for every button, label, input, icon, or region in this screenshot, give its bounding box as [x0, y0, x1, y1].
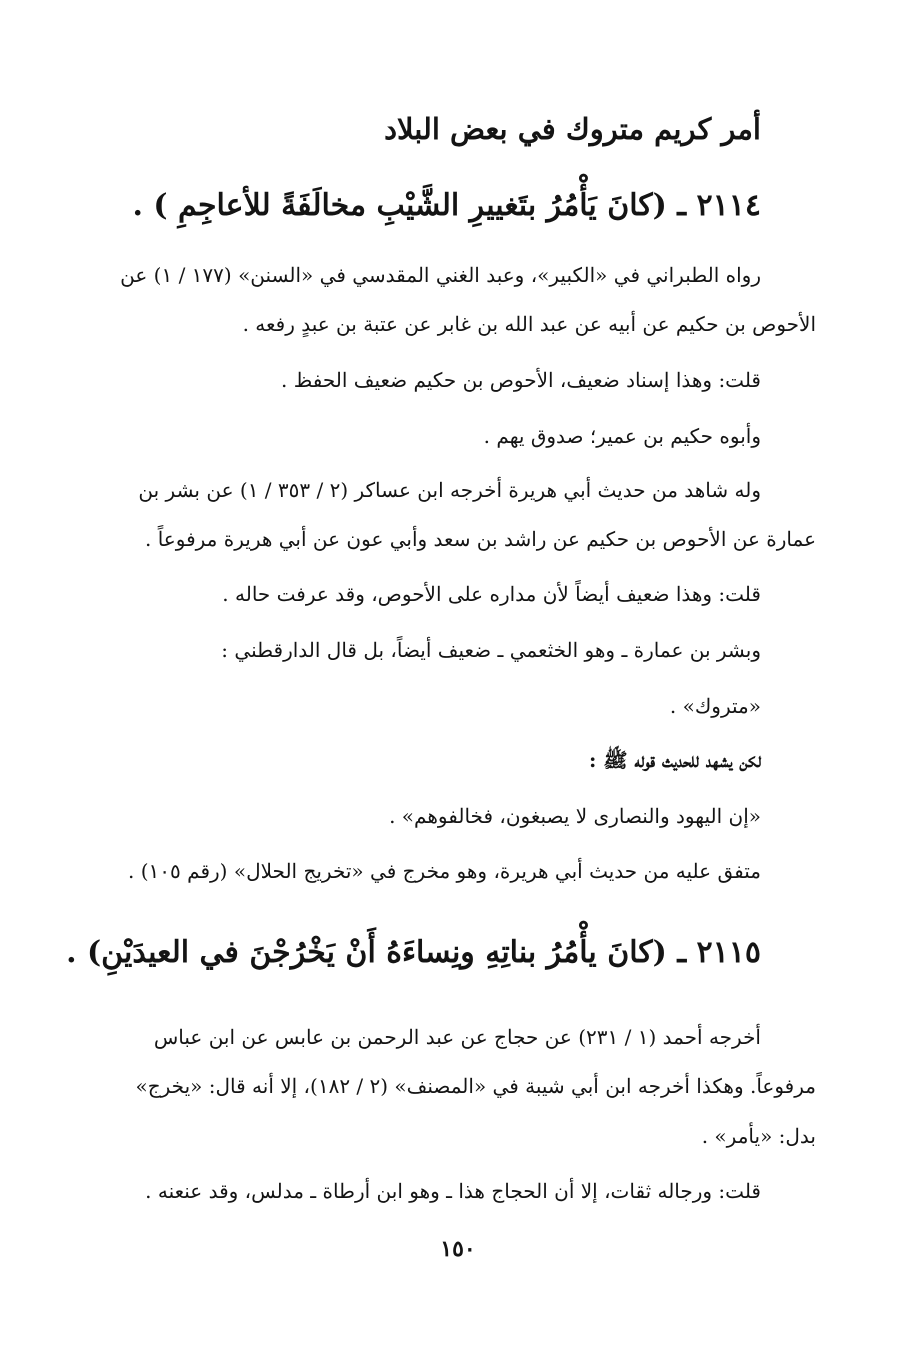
paragraph-line: بدل: «يأمر» .	[701, 1124, 816, 1148]
paragraph-line: مرفوعاً. وهكذا أخرجه ابن أبي شيبة في «المصنف» (٢ / ١٨٢)، إلا أنه قال: «يخرج»	[135, 1074, 816, 1098]
paragraph-line: قلت: وهذا إسناد ضعيف، الأحوص بن حكيم ضعيف الحفظ .	[281, 368, 761, 392]
quoted-hadith: «إن اليهود والنصارى لا يصبغون، فخالفوهم» .	[389, 804, 761, 828]
paragraph-line: رواه الطبراني في «الكبير»، وعبد الغني المقدسي في «السنن» (١٧٧ / ١) عن	[120, 263, 761, 287]
paragraph-line: الأحوص بن حكيم عن أبيه عن عبد الله بن غابر عن عتبة بن عبدٍ رفعه .	[242, 312, 816, 336]
paragraph-line: وبشر بن عمارة ـ وهو الخثعمي ـ ضعيف أيضاً، بل قال الدارقطني :	[221, 638, 761, 662]
paragraph-line: عمارة عن الأحوص بن حكيم عن راشد بن سعد وأبي عون عن أبي هريرة مرفوعاً .	[145, 527, 816, 551]
paragraph-line: قلت: ورجاله ثقات، إلا أن الحجاج هذا ـ وهو ابن أرطاة ـ مدلس، وقد عنعنه .	[145, 1179, 761, 1203]
paragraph-line: قلت: وهذا ضعيف أيضاً لأن مداره على الأحوص، وقد عرفت حاله .	[222, 582, 761, 606]
hadith-2115-heading: ٢١١٥ ـ (كانَ يأْمُرُ بناتِهِ ونِساءَهُ أَنْ يَخْرُجْنَ في العيدَيْنِ) .	[66, 935, 761, 970]
paragraph-line: وله شاهد من حديث أبي هريرة أخرجه ابن عساكر (٢ / ٣٥٣ / ١) عن بشر بن	[138, 478, 761, 502]
hadith-2114-heading: ٢١١٤ ـ (كانَ يَأْمُرُ بتَغييرِ الشَّيْبِ مخالَفَةً للأعاجِمِ ) .	[132, 188, 761, 223]
paragraph-line: «متروك» .	[669, 694, 761, 718]
page-number: ١٥٠	[440, 1236, 476, 1262]
paragraph-line: وأبوه حكيم بن عمير؛ صدوق يهم .	[483, 424, 761, 448]
section-title: أمر كريم متروك في بعض البلاد	[384, 112, 761, 146]
paragraph-line: لكن يشهد للحديث قوله ﷺ :	[589, 748, 761, 772]
paragraph-line: أخرجه أحمد (١ / ٢٣١) عن حجاج عن عبد الرحمن بن عابس عن ابن عباس	[153, 1025, 761, 1049]
paragraph-line: متفق عليه من حديث أبي هريرة، وهو مخرج في «تخريج الحلال» (رقم ١٠٥) .	[128, 859, 761, 883]
